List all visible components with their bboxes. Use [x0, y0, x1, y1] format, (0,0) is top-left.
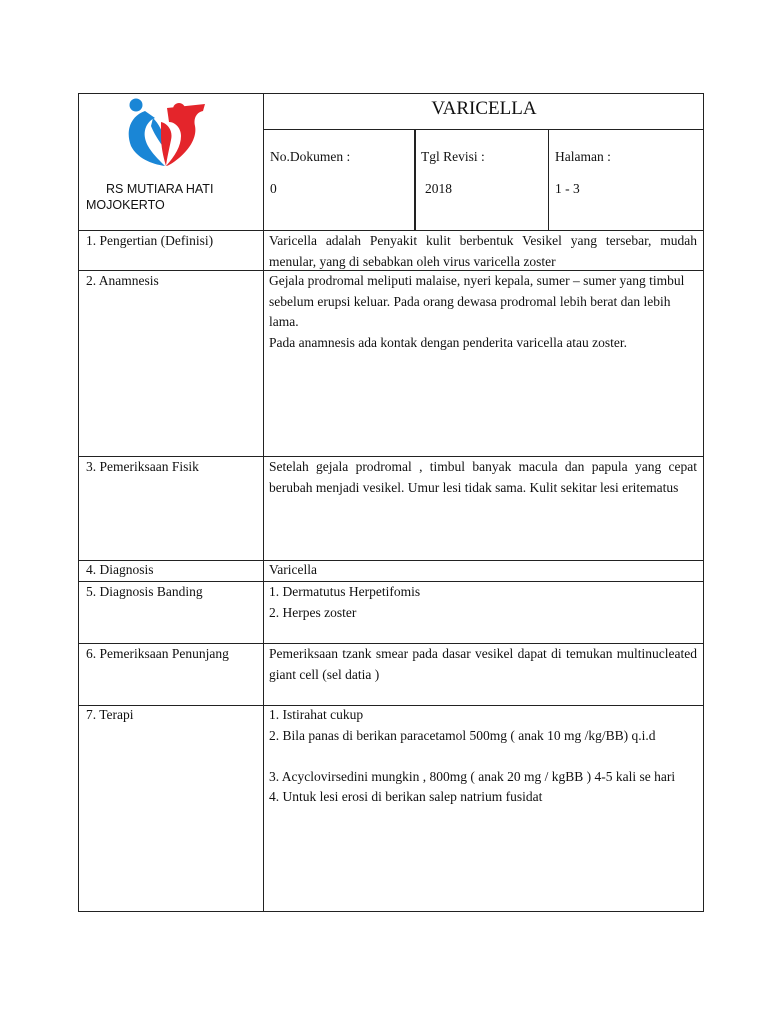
list-item: 3. Acyclovirsedini mungkin , 800mg ( anak 20 mg / kgBB ) 4-5 kali se hari	[269, 768, 676, 784]
list-item: 2. Herpes zoster	[269, 604, 357, 620]
label-pengertian: 1. Pengertian (Definisi)	[86, 233, 214, 248]
tgl-revisi-value: 2018	[425, 181, 452, 196]
meta-divider-1	[414, 129, 416, 230]
anamnesis-paragraph-2: Pada anamnesis ada kontak dengan penderita varicella atau zoster.	[269, 334, 627, 350]
border-bottom	[78, 911, 704, 912]
text-pengertian: Varicella adalah Penyakit kulit berbentuk Vesikel yang tersebar, mudah menular, yang di sebabkan oleh virus varicella zoster	[269, 233, 697, 269]
no-dokumen-label: No.Dokumen :	[270, 149, 351, 164]
column-divider	[263, 93, 264, 912]
spacer	[269, 746, 681, 767]
hospital-logo	[125, 96, 209, 172]
label-pemeriksaan-fisik: 3. Pemeriksaan Fisik	[86, 459, 199, 474]
border-right	[703, 93, 704, 912]
label-pemeriksaan-penunjang: 6. Pemeriksaan Penunjang	[86, 646, 229, 661]
anamnesis-paragraph-1: Gejala prodromal meliputi malaise, nyeri kepala, sumer – sumer yang timbul sebelum erupsi keluar. Pada orang dewasa prodromal lebih berat dan lebih lama.	[269, 273, 685, 329]
no-dokumen-value: 0	[270, 181, 277, 196]
halaman-value: 1 - 3	[555, 181, 580, 196]
list-diagnosis-banding	[269, 582, 697, 623]
label-diagnosis: 4. Diagnosis	[86, 562, 154, 577]
text-pemeriksaan-penunjang: Pemeriksaan tzank smear pada dasar vesikel dapat di temukan multinucleated giant cell (sel datia )	[269, 646, 697, 682]
list-item: 1. Istirahat cukup	[269, 707, 364, 722]
text-pemeriksaan-fisik: Setelah gejala prodromal , timbul banyak macula dan papula yang cepat berubah menjadi vesikel. Umur lesi tidak sama. Kulit sekitar lesi eritematus	[269, 459, 697, 495]
meta-divider-2	[548, 129, 549, 230]
label-diagnosis-banding: 5. Diagnosis Banding	[86, 584, 203, 599]
tgl-revisi-label: Tgl Revisi :	[421, 149, 485, 164]
title-divider	[263, 129, 704, 130]
border-top	[78, 93, 704, 94]
label-terapi: 7. Terapi	[86, 707, 134, 722]
document-title: VARICELLA	[431, 98, 537, 119]
text-diagnosis: Varicella	[269, 562, 317, 577]
list-item: 4. Untuk lesi erosi di berikan salep natrium fusidat	[269, 789, 543, 804]
list-terapi	[269, 705, 681, 808]
list-item: 2. Bila panas di berikan paracetamol 500mg ( anak 10 mg /kg/BB) q.i.d	[269, 727, 656, 743]
halaman-label: Halaman :	[555, 149, 611, 164]
hospital-city: MOJOKERTO	[86, 198, 165, 212]
border-left	[78, 93, 79, 912]
text-anamnesis	[269, 271, 697, 353]
hospital-name: RS MUTIARA HATI	[106, 182, 214, 196]
label-anamnesis: 2. Anamnesis	[86, 273, 159, 288]
list-item: 1. Dermatutus Herpetifomis	[269, 584, 421, 599]
